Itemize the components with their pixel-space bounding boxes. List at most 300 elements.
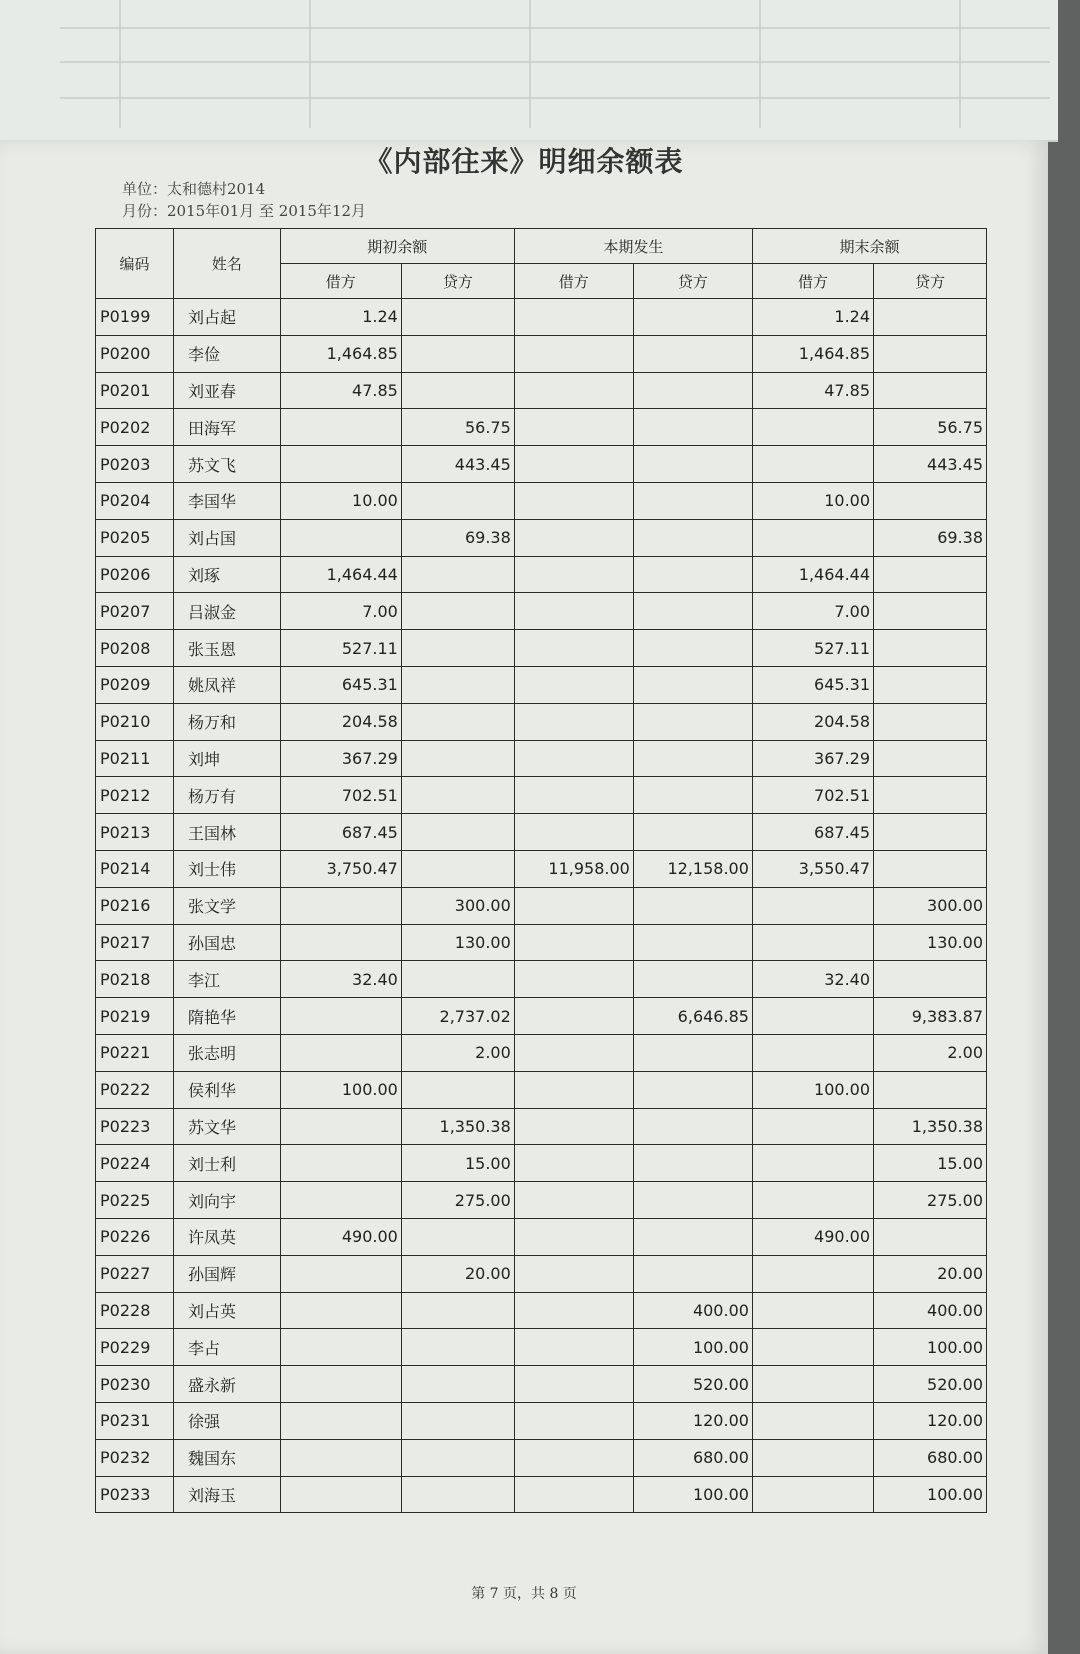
cell-closing-debit: 204.58 [752, 703, 873, 740]
cell-name: 李占 [174, 1329, 281, 1366]
table-row [96, 1218, 987, 1255]
cell-opening-credit: 130.00 [401, 924, 514, 961]
cell-opening-debit: 1,464.85 [280, 335, 401, 372]
cell-name: 李俭 [174, 335, 281, 372]
cell-closing-credit: 520.00 [874, 1366, 987, 1403]
cell-opening-credit: 1,350.38 [401, 1108, 514, 1145]
cell-opening-credit: 15.00 [401, 1145, 514, 1182]
table-row [96, 1182, 987, 1219]
cell-name: 孙国辉 [174, 1255, 281, 1292]
cell-closing-debit: 1,464.85 [752, 335, 873, 372]
table-row [96, 1034, 987, 1071]
cell-opening-debit: 490.00 [280, 1218, 401, 1255]
cell-current-credit [633, 703, 752, 740]
cell-code: P0218 [96, 961, 174, 998]
cell-closing-credit [874, 556, 987, 593]
header-closing-credit: 贷方 [874, 264, 987, 299]
cell-opening-credit [401, 630, 514, 667]
cell-opening-debit [280, 1108, 401, 1145]
table-row [96, 409, 987, 446]
table-row [96, 850, 987, 887]
cell-current-credit [633, 593, 752, 630]
cell-closing-credit: 15.00 [874, 1145, 987, 1182]
cell-current-debit [514, 961, 633, 998]
cell-closing-debit [752, 1439, 873, 1476]
cell-closing-credit [874, 961, 987, 998]
cell-current-debit [514, 1439, 633, 1476]
cell-name: 吕淑金 [174, 593, 281, 630]
cell-closing-credit [874, 1218, 987, 1255]
cell-current-debit [514, 1145, 633, 1182]
cell-opening-debit [280, 887, 401, 924]
cell-closing-credit [874, 740, 987, 777]
cell-code: P0224 [96, 1145, 174, 1182]
cell-name: 孙国忠 [174, 924, 281, 961]
cell-opening-credit [401, 593, 514, 630]
cell-code: P0212 [96, 777, 174, 814]
table-row [96, 1329, 987, 1366]
cell-opening-debit [280, 409, 401, 446]
cell-opening-debit: 1,464.44 [280, 556, 401, 593]
cell-code: P0203 [96, 446, 174, 483]
table-row [96, 887, 987, 924]
cell-current-credit [633, 1145, 752, 1182]
table-body [96, 299, 987, 1513]
cell-name: 刘占英 [174, 1292, 281, 1329]
cell-current-debit [514, 1071, 633, 1108]
table-row [96, 998, 987, 1035]
cell-opening-debit: 10.00 [280, 482, 401, 519]
cell-opening-credit [401, 850, 514, 887]
cell-closing-debit [752, 1329, 873, 1366]
cell-closing-debit [752, 1366, 873, 1403]
header-opening: 期初余额 [280, 229, 514, 264]
cell-name: 姚凤祥 [174, 666, 281, 703]
cell-closing-credit [874, 630, 987, 667]
cell-code: P0209 [96, 666, 174, 703]
cell-opening-debit [280, 1182, 401, 1219]
cell-current-credit: 520.00 [633, 1366, 752, 1403]
cell-opening-credit [401, 740, 514, 777]
cell-name: 许凤英 [174, 1218, 281, 1255]
cell-current-debit [514, 1255, 633, 1292]
cell-closing-credit [874, 666, 987, 703]
table-row [96, 777, 987, 814]
cell-closing-debit [752, 409, 873, 446]
cell-opening-credit: 56.75 [401, 409, 514, 446]
cell-closing-debit [752, 998, 873, 1035]
table-row [96, 1366, 987, 1403]
cell-closing-debit: 1,464.44 [752, 556, 873, 593]
cell-current-credit [633, 777, 752, 814]
cell-closing-credit [874, 1071, 987, 1108]
cell-code: P0230 [96, 1366, 174, 1403]
cell-current-debit [514, 814, 633, 851]
balance-table [95, 228, 987, 1513]
cell-current-debit [514, 372, 633, 409]
cell-closing-debit: 527.11 [752, 630, 873, 667]
cell-current-debit [514, 998, 633, 1035]
cell-closing-debit [752, 887, 873, 924]
report-title: 《内部往来》明细余额表 [364, 145, 684, 178]
cell-current-credit [633, 1108, 752, 1145]
cell-name: 杨万有 [174, 777, 281, 814]
cell-current-credit [633, 1034, 752, 1071]
cell-opening-credit [401, 814, 514, 851]
cell-opening-credit [401, 1439, 514, 1476]
table-row [96, 1255, 987, 1292]
cell-closing-debit [752, 924, 873, 961]
cell-closing-credit: 300.00 [874, 887, 987, 924]
cell-current-credit [633, 446, 752, 483]
cell-name: 刘士伟 [174, 850, 281, 887]
cell-closing-credit: 400.00 [874, 1292, 987, 1329]
cell-code: P0221 [96, 1034, 174, 1071]
cell-name: 张志明 [174, 1034, 281, 1071]
cell-current-credit [633, 1255, 752, 1292]
cell-opening-credit [401, 1292, 514, 1329]
cell-closing-credit: 69.38 [874, 519, 987, 556]
table-row [96, 814, 987, 851]
cell-closing-debit [752, 1255, 873, 1292]
table-row [96, 630, 987, 667]
cell-opening-credit [401, 1476, 514, 1513]
cell-opening-credit [401, 1329, 514, 1366]
cell-current-credit: 12,158.00 [633, 850, 752, 887]
cell-opening-debit: 7.00 [280, 593, 401, 630]
cell-current-debit [514, 1034, 633, 1071]
cell-closing-credit [874, 335, 987, 372]
cell-name: 张玉恩 [174, 630, 281, 667]
cell-code: P0223 [96, 1108, 174, 1145]
cell-closing-debit [752, 1182, 873, 1219]
cell-opening-credit [401, 1218, 514, 1255]
cell-closing-credit: 9,383.87 [874, 998, 987, 1035]
cell-code: P0213 [96, 814, 174, 851]
table-row [96, 924, 987, 961]
header-current-credit: 贷方 [633, 264, 752, 299]
cell-opening-debit: 3,750.47 [280, 850, 401, 887]
cell-closing-debit: 10.00 [752, 482, 873, 519]
table-row [96, 1292, 987, 1329]
cell-opening-credit: 2.00 [401, 1034, 514, 1071]
cell-closing-credit [874, 593, 987, 630]
cell-closing-credit: 443.45 [874, 446, 987, 483]
table-row [96, 446, 987, 483]
cell-current-credit [633, 887, 752, 924]
cell-opening-credit [401, 1366, 514, 1403]
cell-name: 李国华 [174, 482, 281, 519]
cell-opening-credit: 20.00 [401, 1255, 514, 1292]
cell-opening-debit: 204.58 [280, 703, 401, 740]
cell-closing-credit: 275.00 [874, 1182, 987, 1219]
cell-closing-debit: 3,550.47 [752, 850, 873, 887]
cell-opening-credit [401, 777, 514, 814]
cell-closing-credit [874, 703, 987, 740]
cell-current-debit [514, 1476, 633, 1513]
cell-current-debit: 11,958.00 [514, 850, 633, 887]
cell-current-debit [514, 630, 633, 667]
cell-closing-debit [752, 1402, 873, 1439]
cell-opening-debit: 100.00 [280, 1071, 401, 1108]
cell-closing-debit [752, 1034, 873, 1071]
table-row [96, 1145, 987, 1182]
cell-closing-credit [874, 372, 987, 409]
cell-closing-debit [752, 1108, 873, 1145]
cell-opening-credit: 69.38 [401, 519, 514, 556]
cell-code: P0225 [96, 1182, 174, 1219]
cell-closing-credit: 100.00 [874, 1476, 987, 1513]
cell-closing-debit: 100.00 [752, 1071, 873, 1108]
cell-current-credit: 120.00 [633, 1402, 752, 1439]
cell-current-credit [633, 1071, 752, 1108]
cell-closing-credit: 1,350.38 [874, 1108, 987, 1145]
cell-opening-credit [401, 335, 514, 372]
cell-current-credit [633, 1218, 752, 1255]
cell-current-credit [633, 335, 752, 372]
cell-code: P0207 [96, 593, 174, 630]
cell-current-debit [514, 1366, 633, 1403]
cell-code: P0206 [96, 556, 174, 593]
cell-name: 苏文飞 [174, 446, 281, 483]
cell-code: P0208 [96, 630, 174, 667]
cell-code: P0227 [96, 1255, 174, 1292]
cell-closing-debit [752, 1292, 873, 1329]
cell-opening-debit [280, 1439, 401, 1476]
cell-current-debit [514, 519, 633, 556]
cell-code: P0233 [96, 1476, 174, 1513]
table-row [96, 703, 987, 740]
cell-opening-debit [280, 1476, 401, 1513]
cell-closing-debit: 367.29 [752, 740, 873, 777]
table-row [96, 299, 987, 336]
cell-opening-credit [401, 372, 514, 409]
cell-opening-debit: 1.24 [280, 299, 401, 336]
cell-current-credit [633, 409, 752, 446]
cell-code: P0199 [96, 299, 174, 336]
cell-current-debit [514, 1329, 633, 1366]
cell-closing-credit [874, 814, 987, 851]
cell-name: 刘士利 [174, 1145, 281, 1182]
cell-opening-debit [280, 1255, 401, 1292]
cell-opening-credit [401, 1071, 514, 1108]
cell-current-credit [633, 740, 752, 777]
table-row [96, 1071, 987, 1108]
cell-name: 李江 [174, 961, 281, 998]
cell-closing-debit [752, 1145, 873, 1182]
cell-code: P0205 [96, 519, 174, 556]
cell-closing-debit: 47.85 [752, 372, 873, 409]
cell-closing-debit: 32.40 [752, 961, 873, 998]
cell-current-credit [633, 556, 752, 593]
cell-current-credit: 100.00 [633, 1329, 752, 1366]
cell-current-debit [514, 1402, 633, 1439]
previous-page-edge [0, 0, 1058, 142]
cell-current-debit [514, 593, 633, 630]
cell-current-credit [633, 1182, 752, 1219]
cell-current-credit [633, 814, 752, 851]
cell-closing-credit: 56.75 [874, 409, 987, 446]
cell-code: P0204 [96, 482, 174, 519]
table-row [96, 961, 987, 998]
cell-closing-credit [874, 850, 987, 887]
cell-current-debit [514, 299, 633, 336]
cell-opening-debit [280, 1402, 401, 1439]
cell-closing-debit [752, 1476, 873, 1513]
cell-current-credit [633, 372, 752, 409]
cell-opening-debit [280, 998, 401, 1035]
cell-current-debit [514, 446, 633, 483]
cell-name: 刘海玉 [174, 1476, 281, 1513]
cell-opening-debit: 645.31 [280, 666, 401, 703]
cell-closing-credit [874, 482, 987, 519]
cell-code: P0232 [96, 1439, 174, 1476]
faded-grid-decoration [60, 0, 1050, 128]
table-row [96, 556, 987, 593]
cell-opening-debit [280, 1145, 401, 1182]
cell-closing-credit: 680.00 [874, 1439, 987, 1476]
cell-code: P0211 [96, 740, 174, 777]
cell-name: 刘琢 [174, 556, 281, 593]
table-row [96, 740, 987, 777]
cell-closing-credit: 100.00 [874, 1329, 987, 1366]
header-current-debit: 借方 [514, 264, 633, 299]
cell-code: P0229 [96, 1329, 174, 1366]
cell-current-credit [633, 961, 752, 998]
cell-opening-credit [401, 666, 514, 703]
table-row [96, 519, 987, 556]
cell-code: P0202 [96, 409, 174, 446]
header-opening-debit: 借方 [280, 264, 401, 299]
header-closing: 期末余额 [752, 229, 986, 264]
cell-opening-debit [280, 1034, 401, 1071]
cell-current-debit [514, 1218, 633, 1255]
cell-code: P0228 [96, 1292, 174, 1329]
cell-name: 刘向宇 [174, 1182, 281, 1219]
cell-opening-debit: 47.85 [280, 372, 401, 409]
cell-current-debit [514, 1108, 633, 1145]
cell-code: P0216 [96, 887, 174, 924]
cell-current-credit [633, 630, 752, 667]
cell-opening-debit [280, 1329, 401, 1366]
cell-code: P0200 [96, 335, 174, 372]
cell-code: P0214 [96, 850, 174, 887]
cell-code: P0217 [96, 924, 174, 961]
table-row [96, 593, 987, 630]
table-row [96, 1402, 987, 1439]
cell-current-credit [633, 299, 752, 336]
cell-opening-debit: 367.29 [280, 740, 401, 777]
cell-closing-debit: 1.24 [752, 299, 873, 336]
cell-current-credit [633, 519, 752, 556]
table-row [96, 482, 987, 519]
cell-opening-debit: 702.51 [280, 777, 401, 814]
cell-code: P0226 [96, 1218, 174, 1255]
table-row [96, 372, 987, 409]
cell-current-credit: 6,646.85 [633, 998, 752, 1035]
cell-current-debit [514, 482, 633, 519]
cell-current-debit [514, 335, 633, 372]
cell-current-credit [633, 924, 752, 961]
table-row [96, 666, 987, 703]
cell-opening-credit: 275.00 [401, 1182, 514, 1219]
cell-opening-credit [401, 703, 514, 740]
header-name: 姓名 [174, 229, 281, 299]
cell-name: 田海军 [174, 409, 281, 446]
cell-opening-credit [401, 1402, 514, 1439]
cell-name: 王国林 [174, 814, 281, 851]
table-row [96, 1108, 987, 1145]
table-row [96, 1439, 987, 1476]
cell-current-debit [514, 1292, 633, 1329]
cell-code: P0222 [96, 1071, 174, 1108]
cell-current-debit [514, 924, 633, 961]
cell-closing-credit [874, 299, 987, 336]
cell-closing-credit: 2.00 [874, 1034, 987, 1071]
cell-name: 苏文华 [174, 1108, 281, 1145]
cell-code: P0219 [96, 998, 174, 1035]
table-row [96, 335, 987, 372]
cell-opening-debit: 527.11 [280, 630, 401, 667]
cell-opening-credit [401, 556, 514, 593]
cell-name: 刘占国 [174, 519, 281, 556]
cell-name: 隋艳华 [174, 998, 281, 1035]
cell-code: P0231 [96, 1402, 174, 1439]
cell-name: 盛永新 [174, 1366, 281, 1403]
cell-current-debit [514, 1182, 633, 1219]
header-opening-credit: 贷方 [401, 264, 514, 299]
cell-name: 张文学 [174, 887, 281, 924]
ledger-sheet [0, 140, 1048, 1654]
cell-opening-debit [280, 1366, 401, 1403]
cell-closing-credit: 130.00 [874, 924, 987, 961]
cell-current-debit [514, 777, 633, 814]
cell-current-debit [514, 666, 633, 703]
cell-opening-credit [401, 299, 514, 336]
table-header [96, 229, 987, 299]
cell-closing-debit: 687.45 [752, 814, 873, 851]
header-current: 本期发生 [514, 229, 752, 264]
cell-name: 侯利华 [174, 1071, 281, 1108]
cell-closing-credit: 20.00 [874, 1255, 987, 1292]
cell-opening-credit [401, 482, 514, 519]
cell-closing-credit [874, 777, 987, 814]
cell-name: 魏国东 [174, 1439, 281, 1476]
header-closing-debit: 借方 [752, 264, 873, 299]
cell-name: 刘占起 [174, 299, 281, 336]
cell-name: 刘亚春 [174, 372, 281, 409]
cell-opening-debit [280, 1292, 401, 1329]
cell-code: P0210 [96, 703, 174, 740]
cell-current-credit: 100.00 [633, 1476, 752, 1513]
cell-opening-credit: 443.45 [401, 446, 514, 483]
cell-name: 刘坤 [174, 740, 281, 777]
cell-current-debit [514, 409, 633, 446]
header-code: 编码 [96, 229, 174, 299]
cell-closing-debit: 7.00 [752, 593, 873, 630]
cell-opening-debit [280, 519, 401, 556]
cell-current-debit [514, 740, 633, 777]
cell-closing-debit: 490.00 [752, 1218, 873, 1255]
cell-closing-debit: 702.51 [752, 777, 873, 814]
cell-closing-debit [752, 446, 873, 483]
cell-name: 杨万和 [174, 703, 281, 740]
cell-opening-credit: 2,737.02 [401, 998, 514, 1035]
page-number: 第 7 页，共 8 页 [471, 1586, 577, 1602]
cell-current-debit [514, 556, 633, 593]
cell-current-credit [633, 482, 752, 519]
cell-closing-credit: 120.00 [874, 1402, 987, 1439]
